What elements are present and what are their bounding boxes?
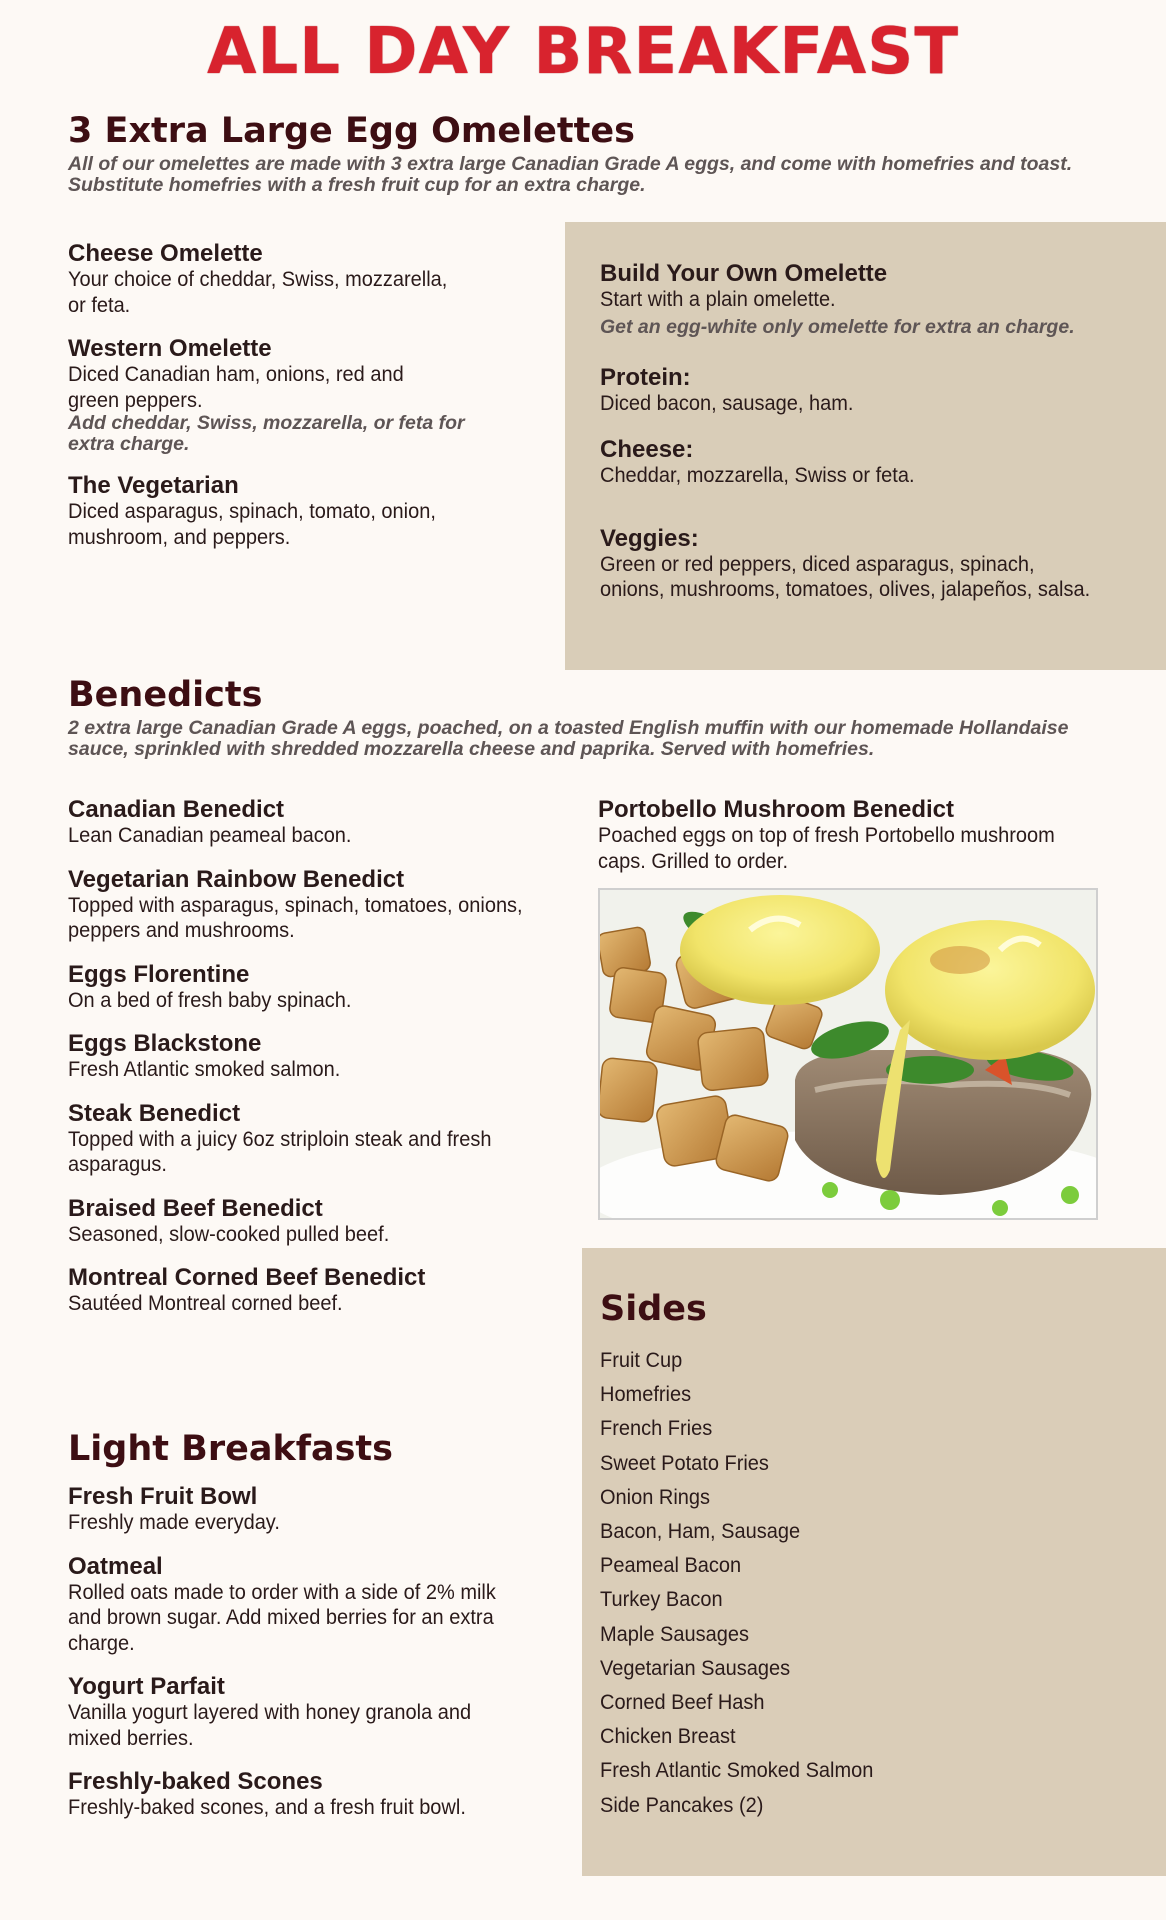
sides-list <box>600 1343 1120 1822</box>
menu-item <box>68 1483 538 1536</box>
item-name: Portobello Mushroom Benedict <box>598 796 955 823</box>
item-description: Diced Canadian ham, onions, red and green peppers. <box>68 362 404 412</box>
option-group-desc: Green or red peppers, diced asparagus, spinach, onions, mushrooms, tomatoes, olives, jalapeños, salsa. <box>600 551 1091 601</box>
omelettes-intro: All of our omelettes are made with 3 extra large Canadian Grade A eggs, and come with homefries and toast. Substitute homefries with a fresh fruit cup for an extra charge. <box>68 153 1073 196</box>
item-name: Eggs Blackstone <box>68 1030 262 1057</box>
item-name: Montreal Corned Beef Benedict <box>68 1264 426 1291</box>
side-item: Turkey Bacon <box>600 1587 723 1612</box>
item-note: Add cheddar, Swiss, mozzarella, or feta for extra charge. <box>68 412 465 455</box>
item-name: Steak Benedict <box>68 1099 241 1127</box>
item-description: Your choice of cheddar, Swiss, mozzarella, or feta. <box>68 267 448 317</box>
option-group-name: Cheese: <box>600 436 694 463</box>
item-name: Yogurt Parfait <box>68 1673 225 1700</box>
item-name: Braised Beef Benedict <box>68 1194 323 1222</box>
menu-title: ALL DAY BREAKFAST <box>206 15 960 89</box>
item-description: Freshly-baked scones, and a fresh fruit bowl. <box>68 1795 466 1819</box>
omelettes-heading: 3 Extra Large Egg Omelettes <box>68 111 635 151</box>
build-omelette-name: Build Your Own Omelette <box>600 260 888 287</box>
item-description: Poached eggs on top of fresh Portobello mushroom caps. Grilled to order. <box>598 823 1055 873</box>
benedict-illustration <box>600 890 1098 1220</box>
menu-item <box>68 1030 568 1083</box>
side-item: Fruit Cup <box>600 1348 683 1372</box>
menu-item <box>68 240 488 318</box>
build-omelette-note: Get an egg-white only omelette for extra an charge. <box>600 315 1075 338</box>
side-item: Corned Beef Hash <box>600 1690 765 1715</box>
benedict-photo <box>598 888 1098 1220</box>
menu-item <box>68 1100 568 1178</box>
option-group-desc: Cheddar, mozzarella, Swiss or feta. <box>600 463 915 487</box>
item-description: Seasoned, slow-cooked pulled beef. <box>68 1221 390 1246</box>
build-omelette-desc: Start with a plain omelette. <box>600 287 836 311</box>
side-item: Fresh Atlantic Smoked Salmon <box>600 1758 874 1783</box>
sides-heading: Sides <box>600 1289 707 1329</box>
benedicts-heading: Benedicts <box>68 675 263 715</box>
item-name: Fresh Fruit Bowl <box>68 1483 258 1510</box>
item-name: Eggs Florentine <box>68 960 250 988</box>
side-item: Homefries <box>600 1382 692 1407</box>
menu-item <box>68 1768 538 1821</box>
item-name: Cheese Omelette <box>68 240 263 267</box>
item-name: Canadian Benedict <box>68 796 285 823</box>
item-description: Rolled oats made to order with a side of 2% milk and brown sugar. Add mixed berries for an extra charge. <box>68 1579 496 1655</box>
option-group-cheese <box>600 436 1140 489</box>
side-item: Bacon, Ham, Sausage <box>600 1519 801 1544</box>
item-name: Oatmeal <box>68 1552 163 1580</box>
item-description: On a bed of fresh baby spinach. <box>68 987 352 1012</box>
option-group-name: Protein: <box>600 363 691 391</box>
light-breakfasts-heading: Light Breakfasts <box>68 1429 393 1469</box>
benedicts-intro: 2 extra large Canadian Grade A eggs, poached, on a toasted English muffin with our homemade Hollandaise sauce, sprinkled with shredded mozzarella cheese and paprika. Served with homefries. <box>68 717 1069 760</box>
side-item: French Fries <box>600 1416 713 1441</box>
menu-item <box>68 335 488 455</box>
item-description: Sautéed Montreal corned beef. <box>68 1291 343 1315</box>
item-name: The Vegetarian <box>68 472 239 499</box>
omelettes-list <box>68 240 488 567</box>
side-item: Sweet Potato Fries <box>600 1450 769 1475</box>
side-item: Chicken Breast <box>600 1724 736 1749</box>
menu-item <box>68 796 568 849</box>
side-item: Onion Rings <box>600 1484 711 1509</box>
item-description: Freshly made everyday. <box>68 1510 280 1534</box>
item-description: Vanilla yogurt layered with honey granola and mixed berries. <box>68 1700 472 1750</box>
benedicts-list <box>68 796 568 1334</box>
menu-item <box>68 1195 568 1248</box>
item-description: Lean Canadian peameal bacon. <box>68 823 352 847</box>
option-group-veggies <box>600 525 1140 603</box>
menu-item <box>68 961 568 1014</box>
item-name: Western Omelette <box>68 335 272 362</box>
menu-item <box>68 1673 538 1751</box>
option-group-desc: Diced bacon, sausage, ham. <box>600 390 854 415</box>
option-group-protein <box>600 364 1140 417</box>
menu-item <box>68 866 568 944</box>
side-item: Peameal Bacon <box>600 1553 742 1578</box>
side-item: Side Pancakes (2) <box>600 1792 764 1817</box>
side-item: Vegetarian Sausages <box>600 1655 791 1680</box>
item-description: Fresh Atlantic smoked salmon. <box>68 1057 341 1081</box>
item-description: Topped with asparagus, spinach, tomatoes, onions, peppers and mushrooms. <box>68 892 523 942</box>
side-item: Maple Sausages <box>600 1621 749 1646</box>
item-description: Topped with a juicy 6oz striploin steak and fresh asparagus. <box>68 1126 492 1176</box>
item-name: Vegetarian Rainbow Benedict <box>68 865 405 893</box>
featured-benedict <box>598 796 1118 874</box>
build-omelette <box>600 260 1140 603</box>
light-breakfasts-list <box>68 1483 538 1838</box>
option-group-name: Veggies: <box>600 524 699 552</box>
menu-item <box>68 472 488 550</box>
menu-item <box>68 1264 568 1317</box>
item-description: Diced asparagus, spinach, tomato, onion, mushroom, and peppers. <box>68 499 436 549</box>
item-name: Freshly-baked Scones <box>68 1768 323 1795</box>
menu-item <box>68 1553 538 1657</box>
